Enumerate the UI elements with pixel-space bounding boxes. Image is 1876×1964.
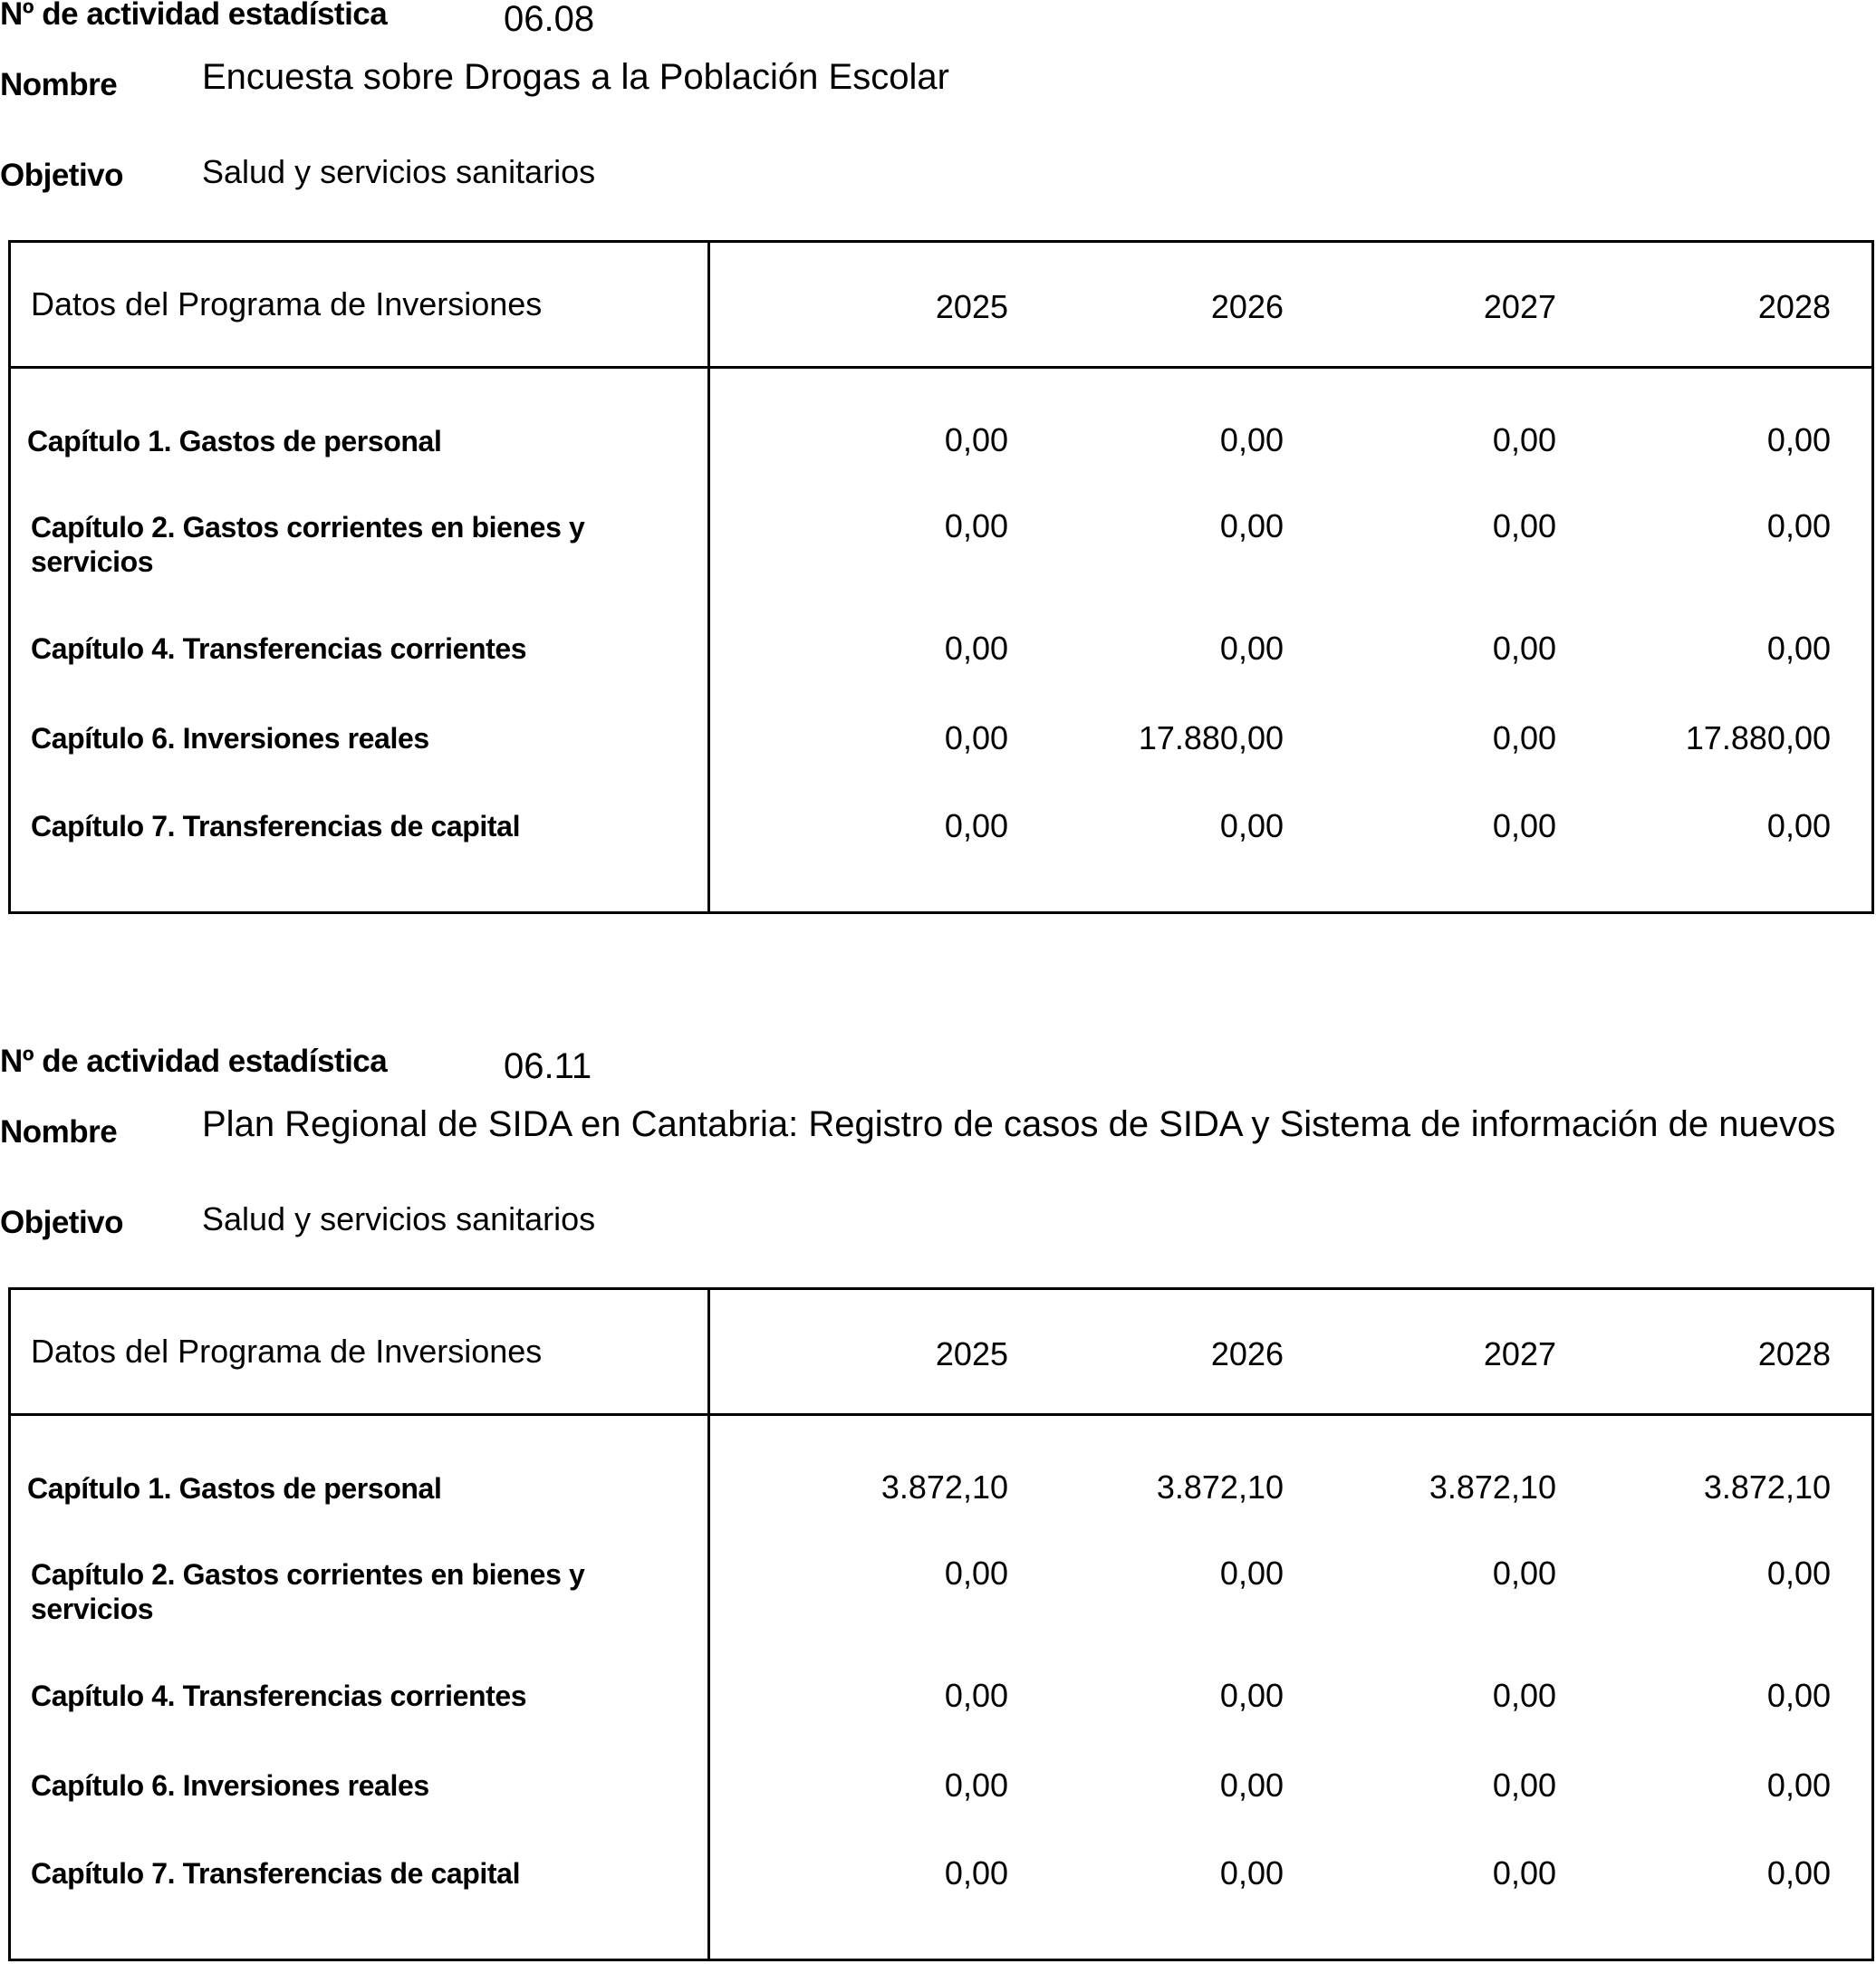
table-cell: 0,00 — [1766, 807, 1831, 844]
activity-section — [0, 1044, 1876, 1962]
chapter-label: Capítulo 4. Transferencias corrientes — [31, 1680, 527, 1712]
chapter-label: Capítulo 1. Gastos de personal — [27, 1472, 442, 1505]
table-cell: 0,00 — [1492, 421, 1556, 458]
year-header: 2026 — [1210, 1335, 1284, 1372]
year-header: 2025 — [935, 288, 1008, 325]
chapter-label: Capítulo 1. Gastos de personal — [27, 425, 442, 457]
table-cell: 3.872,10 — [880, 1468, 1008, 1506]
table-cell: 0,00 — [1219, 421, 1284, 458]
activity-name-label: Nombre — [0, 67, 118, 102]
activity-number-label: Nº de actividad estadística — [0, 0, 388, 32]
table-cell: 0,00 — [1492, 507, 1556, 544]
table-cell: 0,00 — [944, 1854, 1008, 1892]
activity-name: Plan Regional de SIDA en Cantabria: Registro de casos de SIDA y Sistema de información de nuevos — [202, 1104, 1836, 1144]
chapter-label: Capítulo 2. Gastos corrientes en bienes y servicios — [31, 511, 585, 578]
table-cell: 0,00 — [1492, 1555, 1556, 1592]
activity-section — [0, 0, 1876, 915]
table-cell: 0,00 — [1219, 630, 1284, 667]
table-cell: 0,00 — [1766, 421, 1831, 458]
year-header: 2028 — [1757, 1335, 1831, 1372]
table-cell: 0,00 — [1766, 507, 1831, 544]
chapter-label: Capítulo 7. Transferencias de capital — [31, 810, 521, 842]
table-cell: 0,00 — [944, 507, 1008, 544]
activity-objective-label: Objetivo — [0, 158, 124, 193]
table-column-divider — [707, 243, 710, 911]
table-title: Datos del Programa de Inversiones — [31, 1333, 543, 1370]
activity-number: 06.08 — [504, 0, 595, 39]
table-cell: 0,00 — [1766, 630, 1831, 667]
chapter-label: Capítulo 6. Inversiones reales — [31, 722, 429, 755]
table-cell: 17.880,00 — [1138, 719, 1284, 756]
table-cell: 0,00 — [1492, 807, 1556, 844]
table-cell: 0,00 — [1219, 1677, 1284, 1714]
table-header-divider — [11, 1413, 1871, 1416]
table-cell: 3.872,10 — [1703, 1468, 1831, 1506]
table-cell: 0,00 — [944, 630, 1008, 667]
activity-objective-label: Objetivo — [0, 1205, 124, 1240]
table-cell: 0,00 — [944, 1767, 1008, 1804]
table-cell: 0,00 — [944, 421, 1008, 458]
year-header: 2027 — [1483, 1335, 1556, 1372]
activity-objective: Salud y servicios sanitarios — [202, 1200, 596, 1237]
table-cell: 0,00 — [1766, 1677, 1831, 1714]
table-cell: 0,00 — [1219, 1854, 1284, 1892]
activity-name: Encuesta sobre Drogas a la Población Escolar — [202, 57, 949, 97]
table-cell: 0,00 — [944, 719, 1008, 756]
investment-table — [8, 240, 1874, 914]
chapter-label: Capítulo 2. Gastos corrientes en bienes y servicios — [31, 1558, 585, 1625]
table-cell: 3.872,10 — [1429, 1468, 1556, 1506]
table-cell: 0,00 — [944, 1555, 1008, 1592]
activity-objective: Salud y servicios sanitarios — [202, 153, 596, 190]
chapter-label: Capítulo 6. Inversiones reales — [31, 1769, 429, 1802]
activity-name-label: Nombre — [0, 1114, 118, 1150]
table-cell: 0,00 — [1492, 630, 1556, 667]
table-cell: 0,00 — [1766, 1767, 1831, 1804]
year-header: 2025 — [935, 1335, 1008, 1372]
table-cell: 0,00 — [944, 1677, 1008, 1714]
table-cell: 0,00 — [1219, 507, 1284, 544]
table-cell: 0,00 — [1766, 1854, 1831, 1892]
table-cell: 17.880,00 — [1685, 719, 1831, 756]
year-header: 2027 — [1483, 288, 1556, 325]
chapter-label: Capítulo 7. Transferencias de capital — [31, 1857, 521, 1890]
table-cell: 0,00 — [1219, 1767, 1284, 1804]
activity-number: 06.11 — [504, 1046, 592, 1086]
table-cell: 0,00 — [1492, 719, 1556, 756]
table-cell: 0,00 — [1492, 1854, 1556, 1892]
table-column-divider — [707, 1290, 710, 1959]
table-cell: 0,00 — [1492, 1767, 1556, 1804]
table-cell: 3.872,10 — [1156, 1468, 1284, 1506]
table-cell: 0,00 — [1492, 1677, 1556, 1714]
year-header: 2028 — [1757, 288, 1831, 325]
table-title: Datos del Programa de Inversiones — [31, 285, 543, 323]
year-header: 2026 — [1210, 288, 1284, 325]
table-header-divider — [11, 366, 1871, 369]
table-cell: 0,00 — [944, 807, 1008, 844]
table-cell: 0,00 — [1766, 1555, 1831, 1592]
investment-table — [8, 1287, 1874, 1961]
activity-number-label: Nº de actividad estadística — [0, 1044, 388, 1079]
table-cell: 0,00 — [1219, 807, 1284, 844]
table-cell: 0,00 — [1219, 1555, 1284, 1592]
chapter-label: Capítulo 4. Transferencias corrientes — [31, 632, 527, 665]
